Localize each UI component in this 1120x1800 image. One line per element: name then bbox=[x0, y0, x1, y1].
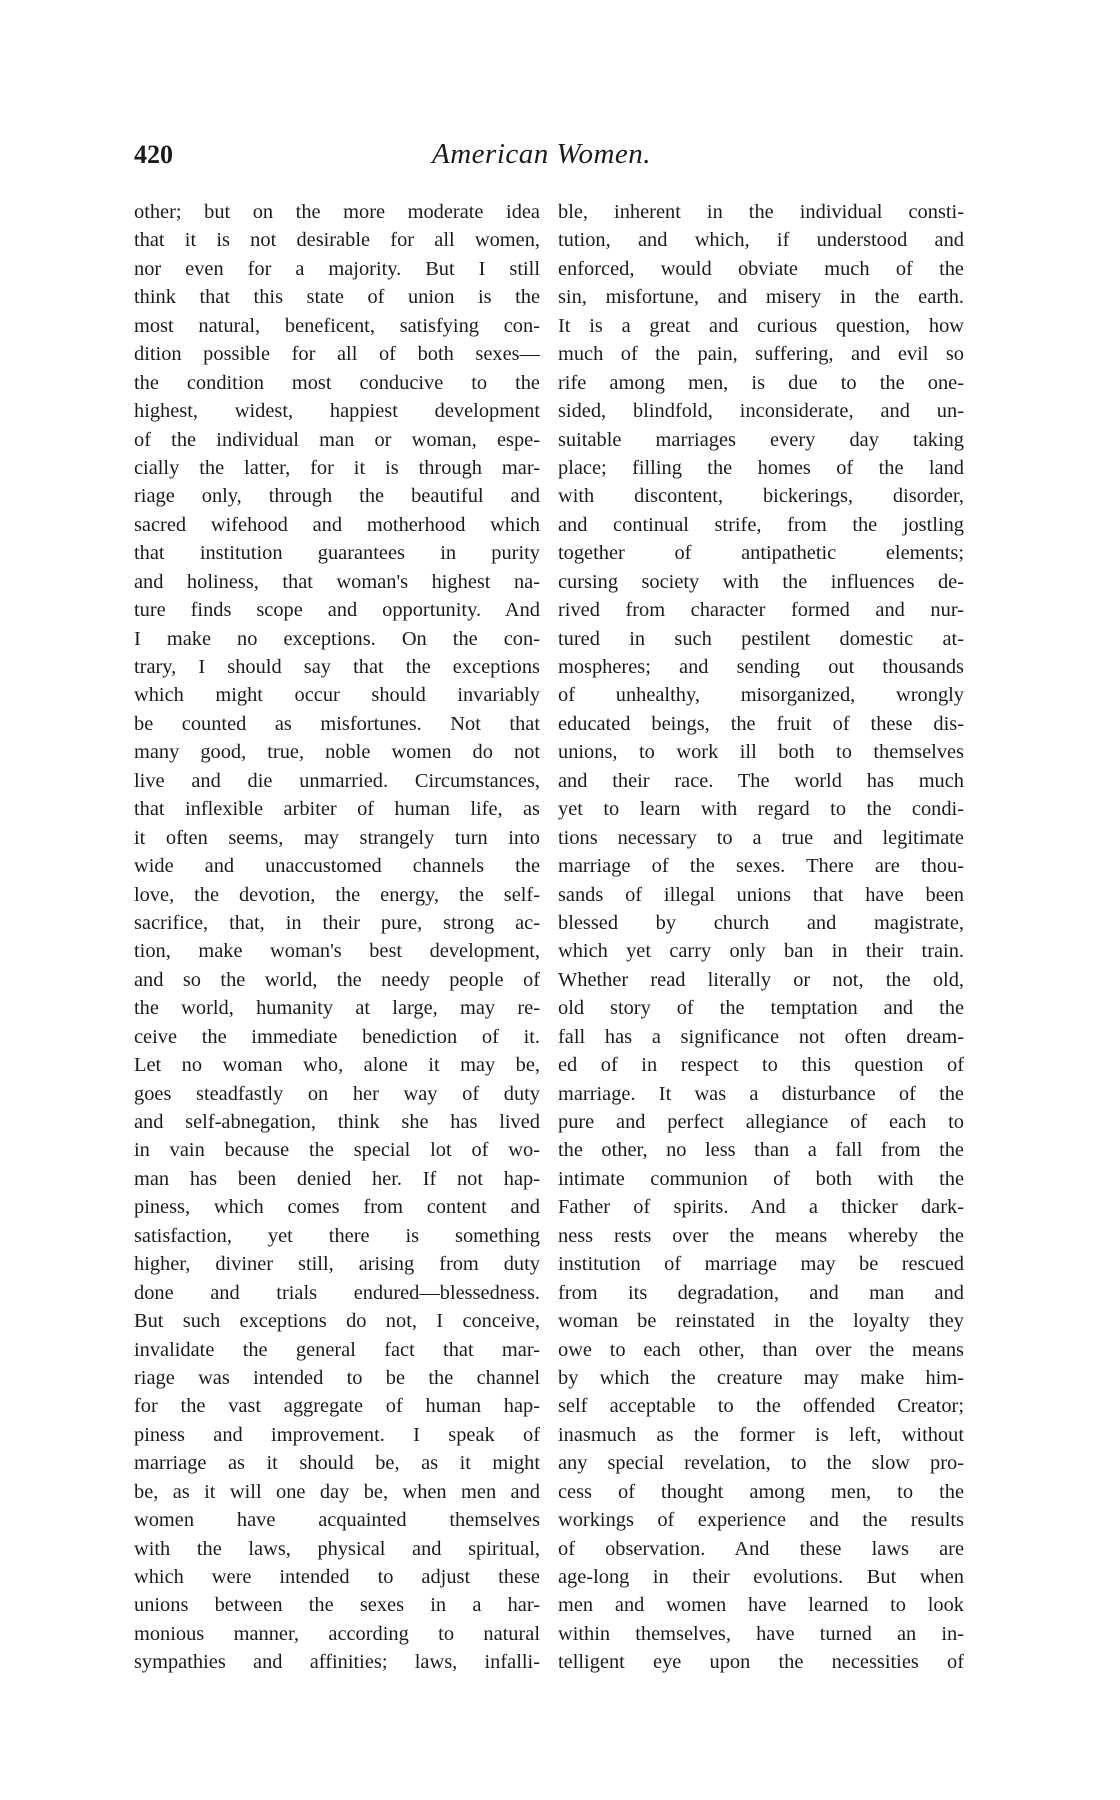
text-line: and so the world, the needy people of bbox=[134, 968, 540, 991]
text-line: from its degradation, and man and bbox=[558, 1281, 964, 1304]
text-line: women have acquainted themselves bbox=[134, 1509, 540, 1532]
text-line: unions between the sexes in a har- bbox=[134, 1594, 540, 1617]
text-line: riage was intended to be the channel bbox=[134, 1366, 540, 1389]
text-line: cursing society with the influences de- bbox=[558, 570, 964, 593]
text-line: ceive the immediate benediction of it. bbox=[134, 1025, 540, 1048]
text-line: sacred wifehood and motherhood which bbox=[134, 513, 540, 536]
text-line: I make no exceptions. On the con- bbox=[134, 627, 540, 650]
text-line: Let no woman who, alone it may be, bbox=[134, 1054, 540, 1077]
text-line: tured in such pestilent domestic at- bbox=[558, 627, 964, 650]
text-line: satisfaction, yet there is something bbox=[134, 1224, 540, 1247]
text-line: within themselves, have turned an in- bbox=[558, 1622, 964, 1645]
text-line: suitable marriages every day taking bbox=[558, 428, 964, 451]
text-line: it often seems, may strangely turn into bbox=[134, 826, 540, 849]
text-line: Whether read literally or not, the old, bbox=[558, 968, 964, 991]
text-line: piness, which comes from content and bbox=[134, 1196, 540, 1219]
text-line: and their race. The world has much bbox=[558, 769, 964, 792]
text-line: be, as it will one day be, when men and bbox=[134, 1480, 540, 1503]
text-line: marriage. It was a disturbance of the bbox=[558, 1082, 964, 1105]
text-line: with the laws, physical and spiritual, bbox=[134, 1537, 540, 1560]
text-line: highest, widest, happiest development bbox=[134, 400, 540, 423]
text-line: much of the pain, suffering, and evil so bbox=[558, 343, 964, 366]
text-line: old story of the temptation and the bbox=[558, 997, 964, 1020]
text-line: done and trials endured—blessedness. bbox=[134, 1281, 540, 1304]
text-line: rife among men, is due to the one- bbox=[558, 371, 964, 394]
text-line: ture finds scope and opportunity. And bbox=[134, 599, 540, 622]
text-line: Father of spirits. And a thicker dark- bbox=[558, 1196, 964, 1219]
text-line: ed of in respect to this question of bbox=[558, 1054, 964, 1077]
text-line: inasmuch as the former is left, without bbox=[558, 1423, 964, 1446]
text-line: rived from character formed and nur- bbox=[558, 599, 964, 622]
text-line: sacrifice, that, in their pure, strong ac- bbox=[134, 911, 540, 934]
text-line: woman be reinstated in the loyalty they bbox=[558, 1310, 964, 1333]
text-line: and holiness, that woman's highest na- bbox=[134, 570, 540, 593]
text-line: and self-abnegation, think she has lived bbox=[134, 1111, 540, 1133]
text-line: for the vast aggregate of human hap- bbox=[134, 1395, 540, 1418]
text-line: man has been denied her. If not hap- bbox=[134, 1167, 540, 1190]
text-line: age-long in their evolutions. But when bbox=[558, 1566, 964, 1588]
text-line: marriage as it should be, as it might bbox=[134, 1452, 540, 1475]
text-line: other; but on the more moderate idea bbox=[134, 201, 540, 223]
text-line: many good, true, noble women do not bbox=[134, 741, 540, 764]
text-line: the condition most conducive to the bbox=[134, 371, 540, 394]
text-line: tions necessary to a true and legitimate bbox=[558, 826, 964, 849]
text-line: tution, and which, if understood and bbox=[558, 229, 964, 252]
text-line: of the individual man or woman, espe- bbox=[134, 428, 540, 451]
text-line: cess of thought among men, to the bbox=[558, 1480, 964, 1503]
text-line: riage only, through the beautiful and bbox=[134, 485, 540, 508]
text-line: that institution guarantees in purity bbox=[134, 542, 540, 565]
text-line: that inflexible arbiter of human life, as bbox=[134, 798, 540, 821]
text-line: together of antipathetic elements; bbox=[558, 542, 964, 565]
text-line: that it is not desirable for all women, bbox=[134, 229, 540, 252]
text-line: place; filling the homes of the land bbox=[558, 456, 964, 479]
text-line: of unhealthy, misorganized, wrongly bbox=[558, 684, 964, 707]
text-line: think that this state of union is the bbox=[134, 286, 540, 309]
text-line: in vain because the special lot of wo- bbox=[134, 1139, 540, 1162]
text-line: monious manner, according to natural bbox=[134, 1622, 540, 1645]
text-line: live and die unmarried. Circumstances, bbox=[134, 769, 540, 792]
text-line: institution of marriage may be rescued bbox=[558, 1253, 964, 1276]
text-line: invalidate the general fact that mar- bbox=[134, 1338, 540, 1361]
text-line: love, the devotion, the energy, the self- bbox=[134, 883, 540, 906]
text-line: ness rests over the means whereby the bbox=[558, 1224, 964, 1247]
text-line: nor even for a majority. But I still bbox=[134, 257, 540, 280]
text-line: men and women have learned to look bbox=[558, 1594, 964, 1617]
text-line: the world, humanity at large, may re- bbox=[134, 997, 540, 1020]
text-line: enforced, would obviate much of the bbox=[558, 257, 964, 280]
text-line: by which the creature may make him- bbox=[558, 1366, 964, 1389]
text-line: tion, make woman's best development, bbox=[134, 940, 540, 963]
page-header bbox=[134, 140, 970, 176]
text-line: telligent eye upon the necessities of bbox=[558, 1651, 964, 1674]
text-line: wide and unaccustomed channels the bbox=[134, 855, 540, 878]
text-line: self acceptable to the offended Creator; bbox=[558, 1395, 964, 1418]
running-title: American Women. bbox=[432, 138, 652, 170]
text-line: cially the latter, for it is through mar- bbox=[134, 456, 540, 479]
text-line: goes steadfastly on her way of duty bbox=[134, 1082, 540, 1105]
text-line: ble, inherent in the individual consti- bbox=[558, 201, 964, 223]
text-line: workings of experience and the results bbox=[558, 1509, 964, 1532]
text-line: educated beings, the fruit of these dis- bbox=[558, 712, 964, 735]
text-line: blessed by church and magistrate, bbox=[558, 911, 964, 934]
text-line: higher, diviner still, arising from duty bbox=[134, 1253, 540, 1276]
text-line: sympathies and affinities; laws, infalli- bbox=[134, 1651, 540, 1674]
text-line: mospheres; and sending out thousands bbox=[558, 656, 964, 678]
text-column-right bbox=[558, 198, 964, 1677]
text-line: and continual strife, from the jostling bbox=[558, 513, 964, 536]
text-column-left bbox=[134, 198, 540, 1677]
text-line: trary, I should say that the exceptions bbox=[134, 656, 540, 678]
text-line: yet to learn with regard to the condi- bbox=[558, 798, 964, 821]
text-line: owe to each other, than over the means bbox=[558, 1338, 964, 1361]
text-line: pure and perfect allegiance of each to bbox=[558, 1111, 964, 1133]
text-line: which might occur should invariably bbox=[134, 684, 540, 707]
text-line: sands of illegal unions that have been bbox=[558, 883, 964, 906]
text-line: dition possible for all of both sexes— bbox=[134, 343, 540, 366]
text-line: which yet carry only ban in their train. bbox=[558, 940, 964, 963]
text-line: marriage of the sexes. There are thou- bbox=[558, 855, 964, 878]
text-line: the other, no less than a fall from the bbox=[558, 1139, 964, 1162]
text-line: any special revelation, to the slow pro- bbox=[558, 1452, 964, 1475]
text-line: But such exceptions do not, I conceive, bbox=[134, 1310, 540, 1333]
page-number: 420 bbox=[134, 140, 173, 169]
text-line: which were intended to adjust these bbox=[134, 1566, 540, 1588]
text-line: with discontent, bickerings, disorder, bbox=[558, 485, 964, 508]
text-line: fall has a significance not often dream- bbox=[558, 1025, 964, 1048]
text-line: unions, to work ill both to themselves bbox=[558, 741, 964, 764]
text-line: sided, blindfold, inconsiderate, and un- bbox=[558, 400, 964, 423]
text-line: piness and improvement. I speak of bbox=[134, 1423, 540, 1446]
text-line: most natural, beneficent, satisfying con- bbox=[134, 314, 540, 337]
text-line: sin, misfortune, and misery in the earth. bbox=[558, 286, 964, 309]
text-line: of observation. And these laws are bbox=[558, 1537, 964, 1560]
text-line: intimate communion of both with the bbox=[558, 1167, 964, 1190]
text-line: It is a great and curious question, how bbox=[558, 314, 964, 337]
text-line: be counted as misfortunes. Not that bbox=[134, 712, 540, 735]
